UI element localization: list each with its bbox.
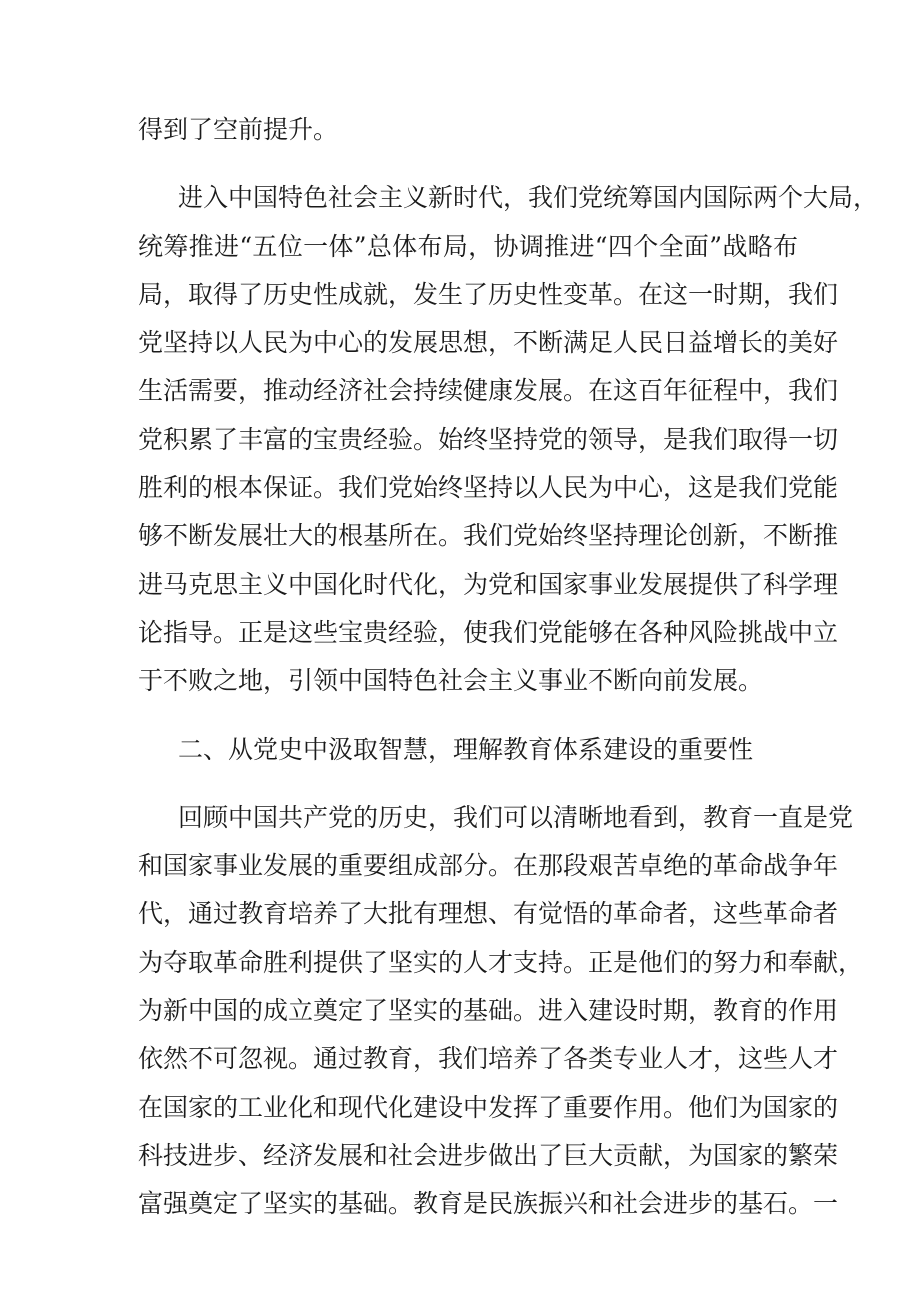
text-line: 进入中国特色社会主义新时代，我们党统筹国内国际两个大局， [178, 183, 879, 213]
paragraph [138, 106, 798, 154]
text-line: 进马克思主义中国化时代化，为党和国家事业发展提供了科学理 [138, 569, 839, 599]
paragraph [138, 794, 864, 1229]
text-line: 党坚持以人民为中心的发展思想，不断满足人民日益增长的美好 [138, 328, 839, 358]
text-line: 依然不可忽视。通过教育，我们培养了各类专业人才，这些人才 [138, 1044, 839, 1074]
text-line: 生活需要，推动经济社会持续健康发展。在这百年征程中，我们 [138, 376, 839, 406]
text-line: 于不败之地，引领中国特色社会主义事业不断向前发展。 [138, 666, 764, 696]
text-line: 科技进步、经济发展和社会进步做出了巨大贡献，为国家的繁荣 [138, 1140, 839, 1170]
body-text [138, 106, 879, 1229]
paragraph-gap [138, 774, 798, 794]
text-line: 在国家的工业化和现代化建设中发挥了重要作用。他们为国家的 [138, 1092, 839, 1122]
text-line: 统筹推进“五位一体”总体布局，协调推进“四个全面”战略布 [138, 231, 798, 261]
text-line: 党积累了丰富的宝贵经验。始终坚持党的领导，是我们取得一切 [138, 424, 839, 454]
text-line: 局，取得了历史性成就，发生了历史性变革。在这一时期，我们 [138, 279, 839, 309]
text-line: 够不断发展壮大的根基所在。我们党始终坚持理论创新，不断推 [138, 521, 839, 551]
text-line: 富强奠定了坚实的基础。教育是民族振兴和社会进步的基石。一 [138, 1189, 839, 1219]
text-line: 论指导。正是这些宝贵经验，使我们党能够在各种风险挑战中立 [138, 617, 839, 647]
text-line: 回顾中国共产党的历史，我们可以清晰地看到，教育一直是党 [178, 802, 854, 832]
text-line: 为夺取革命胜利提供了坚实的人才支持。正是他们的努力和奉献， [138, 947, 864, 977]
text-line: 和国家事业发展的重要组成部分。在那段艰苦卓绝的革命战争年 [138, 851, 839, 881]
paragraph [138, 174, 879, 705]
paragraph-gap [138, 154, 798, 174]
paragraph-gap [138, 706, 798, 726]
text-line: 得到了空前提升。 [138, 115, 339, 144]
text-line: 二、从党史中汲取智慧，理解教育体系建设的重要性 [178, 734, 754, 764]
text-line: 代，通过教育培养了大批有理想、有觉悟的革命者，这些革命者 [138, 899, 839, 929]
section-heading [138, 726, 798, 774]
text-line: 为新中国的成立奠定了坚实的基础。进入建设时期，教育的作用 [138, 996, 839, 1026]
text-line: 胜利的根本保证。我们党始终坚持以人民为中心，这是我们党能 [138, 473, 839, 503]
